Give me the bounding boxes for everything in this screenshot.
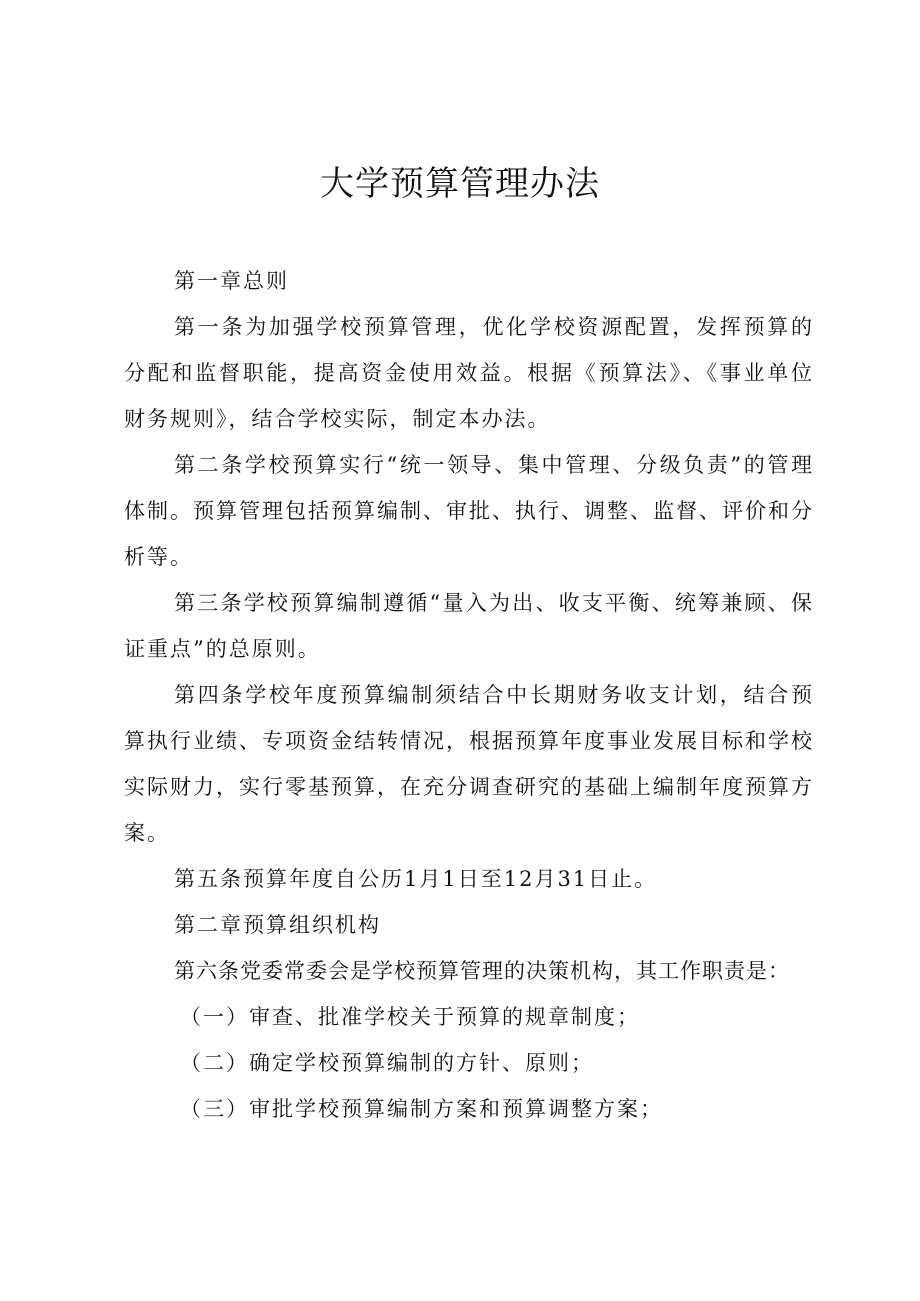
chapter-heading: 第二章预算组织机构 [174, 913, 381, 937]
chapter-heading: 第一章总则 [174, 269, 289, 293]
article-paragraph: 第一条为加强学校预算管理，优化学校资源配置，发挥预算的分配和监督职能，提高资金使用效益。根据《预算法》、《事业单位财务规则》，结合学校实际，制定本办法。 [124, 315, 814, 431]
article-paragraph: 第五条预算年度自公历1月1日至12月31日止。 [174, 867, 658, 891]
list-item: （三）审批学校预算编制方案和预算调整方案； [180, 1097, 663, 1121]
article-paragraph: 第四条学校年度预算编制须结合中长期财务收支计划，结合预算执行业绩、专项资金结转情况，根据预算年度事业发展目标和学校实际财力，实行零基预算，在充分调查研究的基础上编制年度预算方案。 [124, 683, 814, 845]
list-item: （一）审查、批准学校关于预算的规章制度； [180, 1005, 640, 1029]
list-item: （二）确定学校预算编制的方针、原则； [180, 1051, 594, 1075]
document-body [124, 258, 814, 1132]
article-paragraph: 第三条学校预算编制遵循“量入为出、收支平衡、统筹兼顾、保证重点”的总原则。 [124, 591, 814, 661]
article-paragraph: 第二条学校预算实行“统一领导、集中管理、分级负责”的管理体制。预算管理包括预算编制、审批、执行、调整、监督、评价和分析等。 [124, 453, 814, 569]
document-title: 大学预算管理办法 [320, 164, 600, 204]
article-paragraph: 第六条党委常委会是学校预算管理的决策机构，其工作职责是： [174, 959, 790, 983]
